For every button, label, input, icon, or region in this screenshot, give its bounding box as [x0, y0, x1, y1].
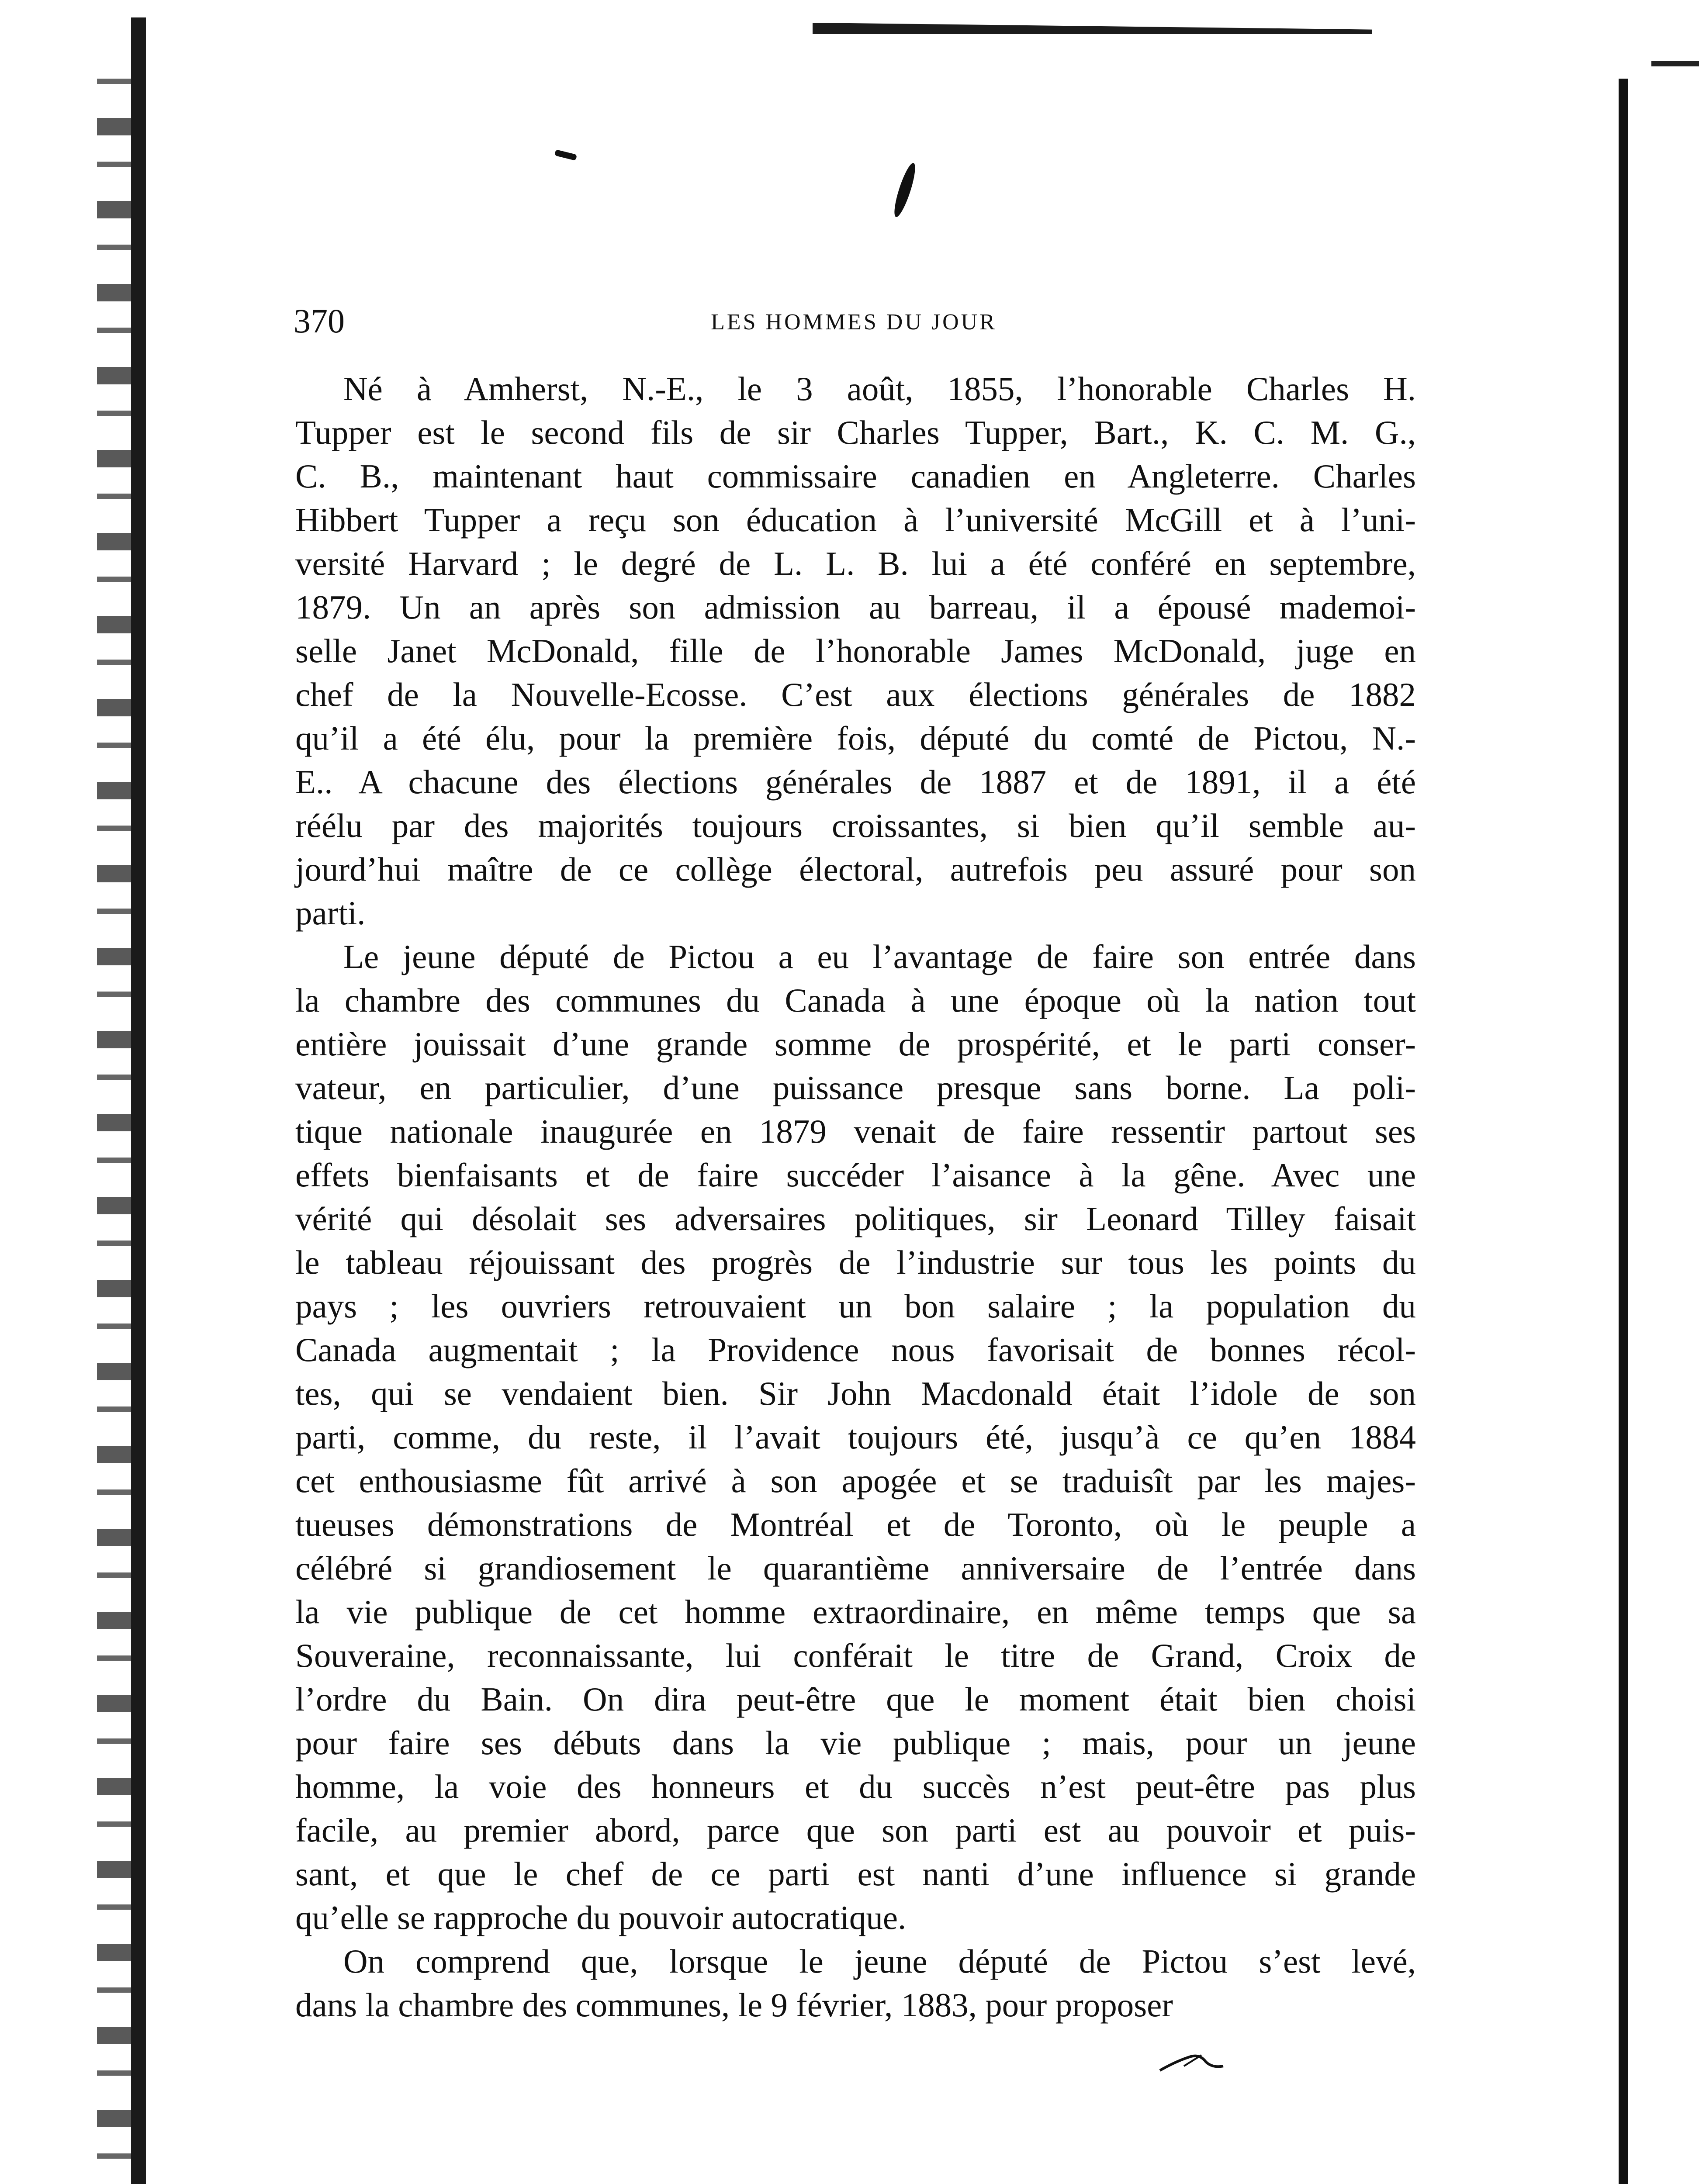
text-line: entière jouissait d’une grande somme de prospérité, et le parti conser- [295, 1025, 1416, 1063]
text-line: la chambre des communes du Canada à une époque où la nation tout [295, 981, 1416, 1019]
body-text [295, 367, 1416, 2027]
text-line: jourd’hui maître de ce collège électoral, autrefois peu assuré pour son [295, 850, 1416, 888]
paragraph [295, 935, 1416, 1939]
text-line: pour faire ses débuts dans la vie publique ; mais, pour un jeune [295, 1724, 1416, 1762]
running-head [294, 301, 1414, 341]
text-line: effets bienfaisants et de faire succéder l’aisance à la gêne. Avec une [295, 1156, 1416, 1194]
text-line: parti, comme, du reste, il l’avait toujours été, jusqu’à ce qu’en 1884 [295, 1418, 1416, 1456]
text-line: versité Harvard ; le degré de L. L. B. lui a été conféré en septembre, [295, 545, 1416, 582]
scan-right-border [1619, 79, 1628, 2184]
text-line: dans la chambre des communes, le 9 février, 1883, pour proposer [295, 1986, 1173, 2024]
running-title: LES HOMMES DU JOUR [711, 310, 997, 335]
text-line: qu’elle se rapproche du pouvoir autocratique. [295, 1899, 907, 1936]
text-line: 1879. Un an après son admission au barreau, il a épousé mademoi- [295, 588, 1416, 626]
text-line: C. B., maintenant haut commissaire canadien en Angleterre. Charles [295, 457, 1416, 495]
text-line: sant, et que le chef de ce parti est nanti d’une influence si grande [295, 1855, 1416, 1893]
scan-left-border [131, 17, 146, 2184]
page-number: 370 [294, 302, 345, 340]
text-line: célébré si grandiosement le quarantième anniversaire de l’entrée dans [295, 1549, 1416, 1587]
scan-edge-marks [17, 52, 131, 2184]
text-line: Hibbert Tupper a reçu son éducation à l’université McGill et à l’uni- [295, 501, 1416, 539]
paragraph [295, 367, 1416, 935]
text-line: Souveraine, reconnaissante, lui conférait le titre de Grand, Croix de [295, 1637, 1416, 1674]
text-line: vérité qui désolait ses adversaires politiques, sir Leonard Tilley faisait [295, 1200, 1416, 1237]
text-line: selle Janet McDonald, fille de l’honorable James McDonald, juge en [295, 632, 1416, 670]
ink-dash-mark [554, 149, 577, 161]
text-line: le tableau réjouissant des progrès de l’industrie sur tous les points du [295, 1244, 1416, 1281]
text-line: homme, la voie des honneurs et du succès n’est peut-être pas plus [295, 1768, 1416, 1805]
text-line: cet enthousiasme fût arrivé à son apogée et se traduisît par les majes- [295, 1462, 1416, 1500]
text-line: chef de la Nouvelle-Ecosse. C’est aux élections générales de 1882 [295, 676, 1416, 713]
text-line: pays ; les ouvriers retrouvaient un bon salaire ; la population du [295, 1287, 1416, 1325]
text-line: E.. A chacune des élections générales de 1887 et de 1891, il a été [295, 763, 1416, 801]
text-line: Canada augmentait ; la Providence nous favorisait de bonnes récol- [295, 1331, 1416, 1368]
paragraph [295, 1939, 1416, 2027]
text-line: la vie publique de cet homme extraordinaire, en même temps que sa [295, 1593, 1416, 1631]
text-line: On comprend que, lorsque le jeune député de Pictou s’est levé, [343, 1942, 1416, 1980]
text-line: qu’il a été élu, pour la première fois, député du comté de Pictou, N.- [295, 719, 1416, 757]
text-line: Né à Amherst, N.-E., le 3 août, 1855, l’honorable Charles H. [343, 370, 1416, 408]
text-line: tique nationale inaugurée en 1879 venait de faire ressentir partout ses [295, 1113, 1416, 1150]
text-line: Le jeune député de Pictou a eu l’avantage de faire son entrée dans [343, 938, 1416, 975]
scan-top-bar [813, 23, 1372, 34]
text-line: facile, au premier abord, parce que son parti est au pouvoir et puis- [295, 1811, 1416, 1849]
text-line: tes, qui se vendaient bien. Sir John Macdonald était l’idole de son [295, 1375, 1416, 1412]
text-line: vateur, en particulier, d’une puissance presque sans borne. La poli- [295, 1069, 1416, 1106]
scan-top-right-mark [1651, 61, 1699, 66]
text-line: réélu par des majorités toujours croissantes, si bien qu’il semble au- [295, 807, 1416, 844]
text-line: parti. [295, 894, 366, 932]
text-line: tueuses démonstrations de Montréal et de Toronto, où le peuple a [295, 1506, 1416, 1543]
text-line: l’ordre du Bain. On dira peut-être que le moment était bien choisi [295, 1680, 1416, 1718]
ink-scribble [1158, 2049, 1228, 2075]
ink-stroke-mark [891, 161, 919, 219]
text-line: Tupper est le second fils de sir Charles Tupper, Bart., K. C. M. G., [295, 414, 1416, 451]
